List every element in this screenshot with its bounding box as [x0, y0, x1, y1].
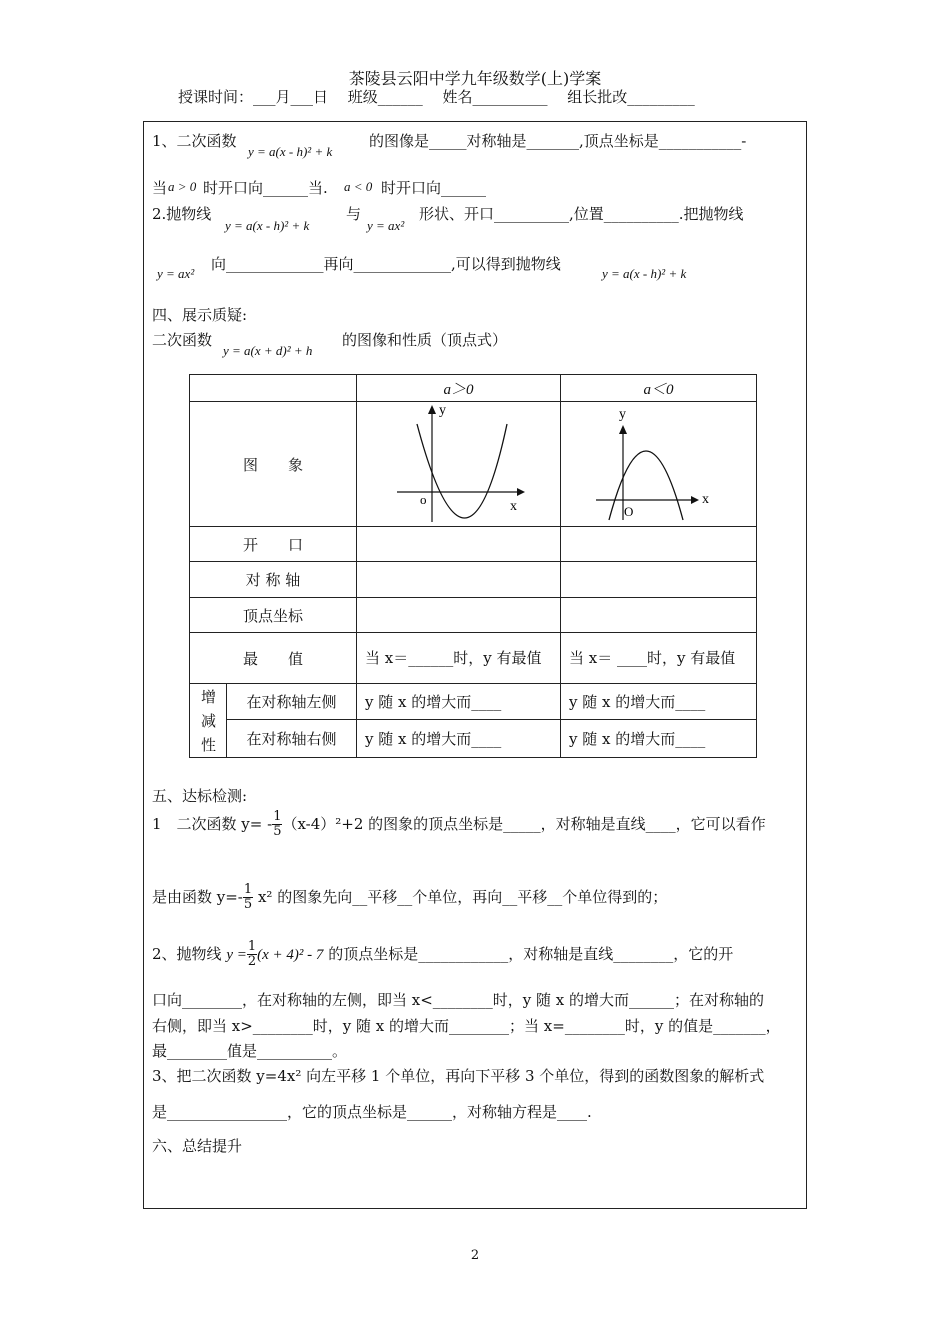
- q1-text-c: 当: [152, 179, 168, 197]
- left-negative-cell: y 随 x 的增大而____: [561, 684, 757, 720]
- problem-2-fraction: $\frac{1}{2}$: [247, 939, 257, 970]
- extreme-positive-cell: 当 x＝______时，y 有最值: [357, 633, 561, 684]
- right-negative-cell: y 随 x 的增大而____: [561, 720, 757, 758]
- opening-negative-cell: [561, 527, 757, 562]
- q1-text-e: 时开口向______: [381, 179, 487, 197]
- monotonic-right-label: 在对称轴右侧: [227, 720, 357, 758]
- problem-1-line-2: [152, 883, 667, 913]
- q2-formula-4: y = a(x - h)² + k: [602, 266, 687, 281]
- q1-formula: y = a(x - h)² + k: [248, 144, 333, 159]
- q1-text-a: 1、二次函数: [152, 132, 237, 150]
- section-4-intro-a: 二次函数: [152, 331, 213, 349]
- properties-table: [189, 374, 757, 758]
- row-label-graph: 图 象: [190, 402, 357, 527]
- graph-pos-x-label: x: [510, 499, 517, 514]
- problem-2-line-4: 最________值是__________。: [152, 1042, 348, 1060]
- problem-3-line-1: 3、把二次函数 y=4x² 向左平移 1 个单位，再向下平移 3 个单位，得到的函数图象的解析式: [152, 1067, 765, 1085]
- monotonic-left-label: 在对称轴左侧: [227, 684, 357, 720]
- section-6-heading: 六、总结提升: [152, 1137, 243, 1155]
- col-header-a-positive: a＞0: [357, 375, 561, 402]
- q2-text-d: 向_____________再向_____________,可以得到抛物线: [211, 255, 561, 273]
- problem-2-line-1: [152, 940, 733, 970]
- header-info-line: 授课时间：___月___日 班级______ 姓名__________ 组长批改_________: [178, 88, 695, 106]
- problem-1-fraction: $\frac{1}{5}$: [273, 809, 282, 840]
- problem-1-line-1: [152, 810, 766, 840]
- problem-2-formula: (x + 4)² - 7: [257, 946, 324, 963]
- q1-condition-pos: a > 0: [168, 179, 197, 194]
- row-label-axis: 对 称 轴: [190, 562, 357, 598]
- axis-positive-cell: [357, 562, 561, 598]
- row-label-opening: 开 口: [190, 527, 357, 562]
- graph-cell-negative: [561, 402, 757, 527]
- q2-text-c: 形状、开口__________,位置__________.把抛物线: [419, 205, 744, 223]
- section-4-heading: 四、展示质疑:: [152, 306, 248, 324]
- col-header-a-negative: a＜0: [561, 375, 757, 402]
- page-title: 茶陵县云阳中学九年级数学(上)学案: [348, 69, 602, 88]
- problem-2-text-a: 2、抛物线: [152, 944, 222, 963]
- extreme-negative-cell: 当 x＝ ____时，y 有最值: [561, 633, 757, 684]
- problem-2-line-3: 右侧，即当 x>________时，y 随 x 的增大而________；当 x=________时，y 的值是_______，: [152, 1017, 781, 1035]
- q1-condition-neg: a < 0: [344, 179, 373, 194]
- problem-2-text-b: 的顶点坐标是____________，对称轴是直线________，它的开: [328, 944, 734, 963]
- section-5-heading: 五、达标检测:: [152, 787, 248, 805]
- problem-2-y: y =: [226, 946, 247, 963]
- vertex-positive-cell: [357, 598, 561, 633]
- table-corner-cell: [190, 375, 357, 402]
- q2-formula-2: y = ax²: [367, 218, 405, 233]
- graph-cell-positive: [357, 402, 561, 527]
- q2-text-b: 与: [346, 205, 362, 223]
- problem-1-text-a: 1 二次函数 y= -: [152, 814, 273, 833]
- q1-text-b: 的图像是_____对称轴是_______,顶点坐标是___________-: [369, 132, 747, 150]
- problem-1-text-d: x² 的图象先向__平移__个单位，再向__平移__个单位得到的；: [257, 887, 668, 906]
- graph-neg-y-label: y: [619, 407, 626, 422]
- q1-text-d: 时开口向______当.: [203, 179, 328, 197]
- graph-neg-x-label: x: [702, 492, 709, 507]
- q2-formula-1: y = a(x - h)² + k: [225, 218, 310, 233]
- right-positive-cell: y 随 x 的增大而____: [357, 720, 561, 758]
- axis-negative-cell: [561, 562, 757, 598]
- opening-positive-cell: [357, 527, 561, 562]
- graph-pos-y-label: y: [439, 403, 446, 418]
- q2-text-a: 2.抛物线: [152, 205, 212, 223]
- page-number: 2: [470, 1248, 480, 1263]
- section-4-formula: y = a(x + d)² + h: [223, 343, 313, 358]
- q2-formula-3: y = ax²: [157, 266, 195, 281]
- graph-pos-origin-label: o: [420, 492, 427, 507]
- parabola-downward-graph: [561, 402, 756, 522]
- vertex-negative-cell: [561, 598, 757, 633]
- row-label-extreme: 最 值: [190, 633, 357, 684]
- row-label-vertex: 顶点坐标: [190, 598, 357, 633]
- monotonic-row-label: 增减性: [190, 684, 227, 758]
- section-4-intro-b: 的图像和性质（顶点式）: [342, 331, 508, 349]
- problem-1-text-c: 是由函数 y=-: [152, 887, 243, 906]
- problem-2-line-2: 口向________，在对称轴的左侧，即当 x<________时，y 随 x 的增大而______；在对称轴的: [152, 991, 765, 1009]
- problem-1-fraction-2: $\frac{1}{5}$: [243, 882, 253, 913]
- problem-1-text-b: （x-4）²+2 的图象的顶点坐标是_____，对称轴是直线____，它可以看作: [282, 814, 766, 833]
- graph-neg-origin-label: O: [624, 504, 634, 519]
- problem-3-line-2: 是________________，它的顶点坐标是______，对称轴方程是____.: [152, 1103, 592, 1121]
- parabola-upward-graph: [357, 402, 560, 522]
- left-positive-cell: y 随 x 的增大而____: [357, 684, 561, 720]
